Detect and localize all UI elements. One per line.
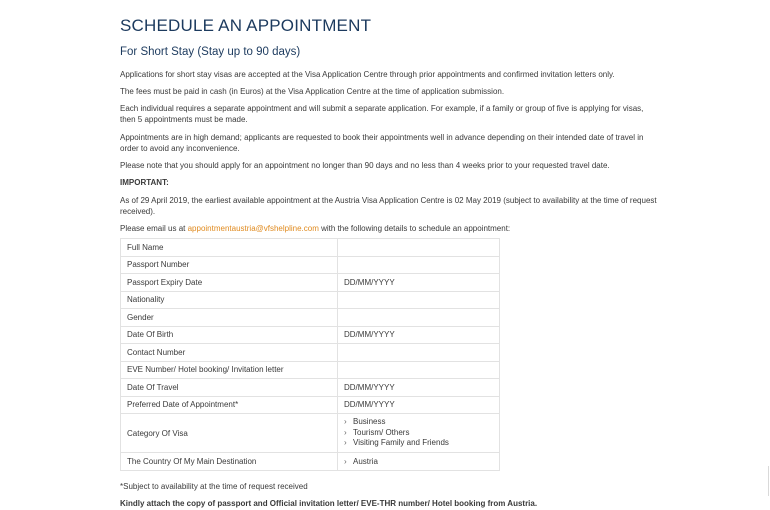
email-link[interactable]: appointmentaustria@vfshelpline.com <box>187 224 319 233</box>
table-row <box>121 396 500 414</box>
table-row <box>121 361 500 379</box>
dob-value: DD/MM/YYYY <box>338 326 500 344</box>
table-row <box>121 344 500 362</box>
chevron-right-icon: › <box>344 438 347 448</box>
full-name-label: Full Name <box>121 239 338 257</box>
dob-label: Date Of Birth <box>121 326 338 344</box>
visa-category-business: Business <box>353 417 386 427</box>
gender-label: Gender <box>121 309 338 327</box>
table-row <box>121 274 500 292</box>
paragraph-prior-appointments: Applications for short stay visas are accepted at the Visa Application Centre through prior appointments and confirmed invitation letters only. <box>120 70 615 79</box>
passport-number-value <box>338 256 500 274</box>
list-item <box>344 428 493 439</box>
email-suffix: with the following details to schedule an appointment: <box>318 224 511 233</box>
chevron-right-icon: › <box>344 456 347 466</box>
paragraph-email-instructions <box>120 223 660 234</box>
passport-number-label: Passport Number <box>121 256 338 274</box>
contact-number-label: Contact Number <box>121 344 338 362</box>
destination-value <box>338 453 500 471</box>
gender-value <box>338 309 500 327</box>
chevron-right-icon: › <box>344 427 347 437</box>
nationality-label: Nationality <box>121 291 338 309</box>
destination-label: The Country Of My Main Destination <box>121 453 338 471</box>
visa-category-value <box>338 414 500 453</box>
page-title: SCHEDULE AN APPOINTMENT <box>120 16 372 35</box>
chevron-right-icon: › <box>344 417 347 427</box>
full-name-value <box>338 239 500 257</box>
footnote: *Subject to availability at the time of request received <box>120 482 308 491</box>
table-row <box>121 239 500 257</box>
date-of-travel-value: DD/MM/YYYY <box>338 379 500 397</box>
table-row <box>121 453 500 471</box>
table-row <box>121 379 500 397</box>
visa-category-label: Category Of Visa <box>121 414 338 453</box>
table-row <box>121 414 500 453</box>
list-item <box>344 438 493 449</box>
visa-category-tourism: Tourism/ Others <box>353 427 410 437</box>
list-item <box>344 417 493 428</box>
paragraph-high-demand: Appointments are in high demand; applicants are requested to book their appointments well in advance depending on their intended date of travel in order to avoid any inconvenience. <box>120 133 644 153</box>
table-row <box>121 256 500 274</box>
email-prefix: Please email us at <box>120 224 188 233</box>
attach-instructions: Kindly attach the copy of passport and Official invitation letter/ EVE-THR number/ Hotel booking from Austria. <box>120 499 538 508</box>
paragraph-apply-window: Please note that you should apply for an appointment no longer than 90 days and no less than 4 weeks prior to your requested travel date. <box>120 161 610 170</box>
page-subtitle: For Short Stay (Stay up to 90 days) <box>120 46 301 58</box>
eve-number-label: EVE Number/ Hotel booking/ Invitation letter <box>121 361 338 379</box>
preferred-date-label: Preferred Date of Appointment* <box>121 396 338 414</box>
preferred-date-value: DD/MM/YYYY <box>338 396 500 414</box>
scroll-divider <box>768 466 769 496</box>
appointment-details-table <box>120 238 500 471</box>
nationality-value <box>338 291 500 309</box>
visa-category-visiting: Visiting Family and Friends <box>353 438 449 448</box>
passport-expiry-value: DD/MM/YYYY <box>338 274 500 292</box>
table-row <box>121 291 500 309</box>
eve-number-value <box>338 361 500 379</box>
date-of-travel-label: Date Of Travel <box>121 379 338 397</box>
contact-number-value <box>338 344 500 362</box>
passport-expiry-label: Passport Expiry Date <box>121 274 338 292</box>
paragraph-earliest-appointment: As of 29 April 2019, the earliest available appointment at the Austria Visa Application Centre is 02 May 2019 (subject to availability at the time of request received). <box>120 196 657 216</box>
paragraph-fees: The fees must be paid in cash (in Euros) at the Visa Application Centre at the time of application submission. <box>120 87 505 96</box>
destination-country: Austria <box>353 456 378 466</box>
table-row <box>121 309 500 327</box>
table-row <box>121 326 500 344</box>
visa-category-list <box>344 417 493 449</box>
paragraph-separate-appointment: Each individual requires a separate appointment and will submit a separate application. For example, if a family or group of five is applying for visas, then 5 appointments must be made. <box>120 104 644 124</box>
important-heading: IMPORTANT: <box>120 178 169 187</box>
